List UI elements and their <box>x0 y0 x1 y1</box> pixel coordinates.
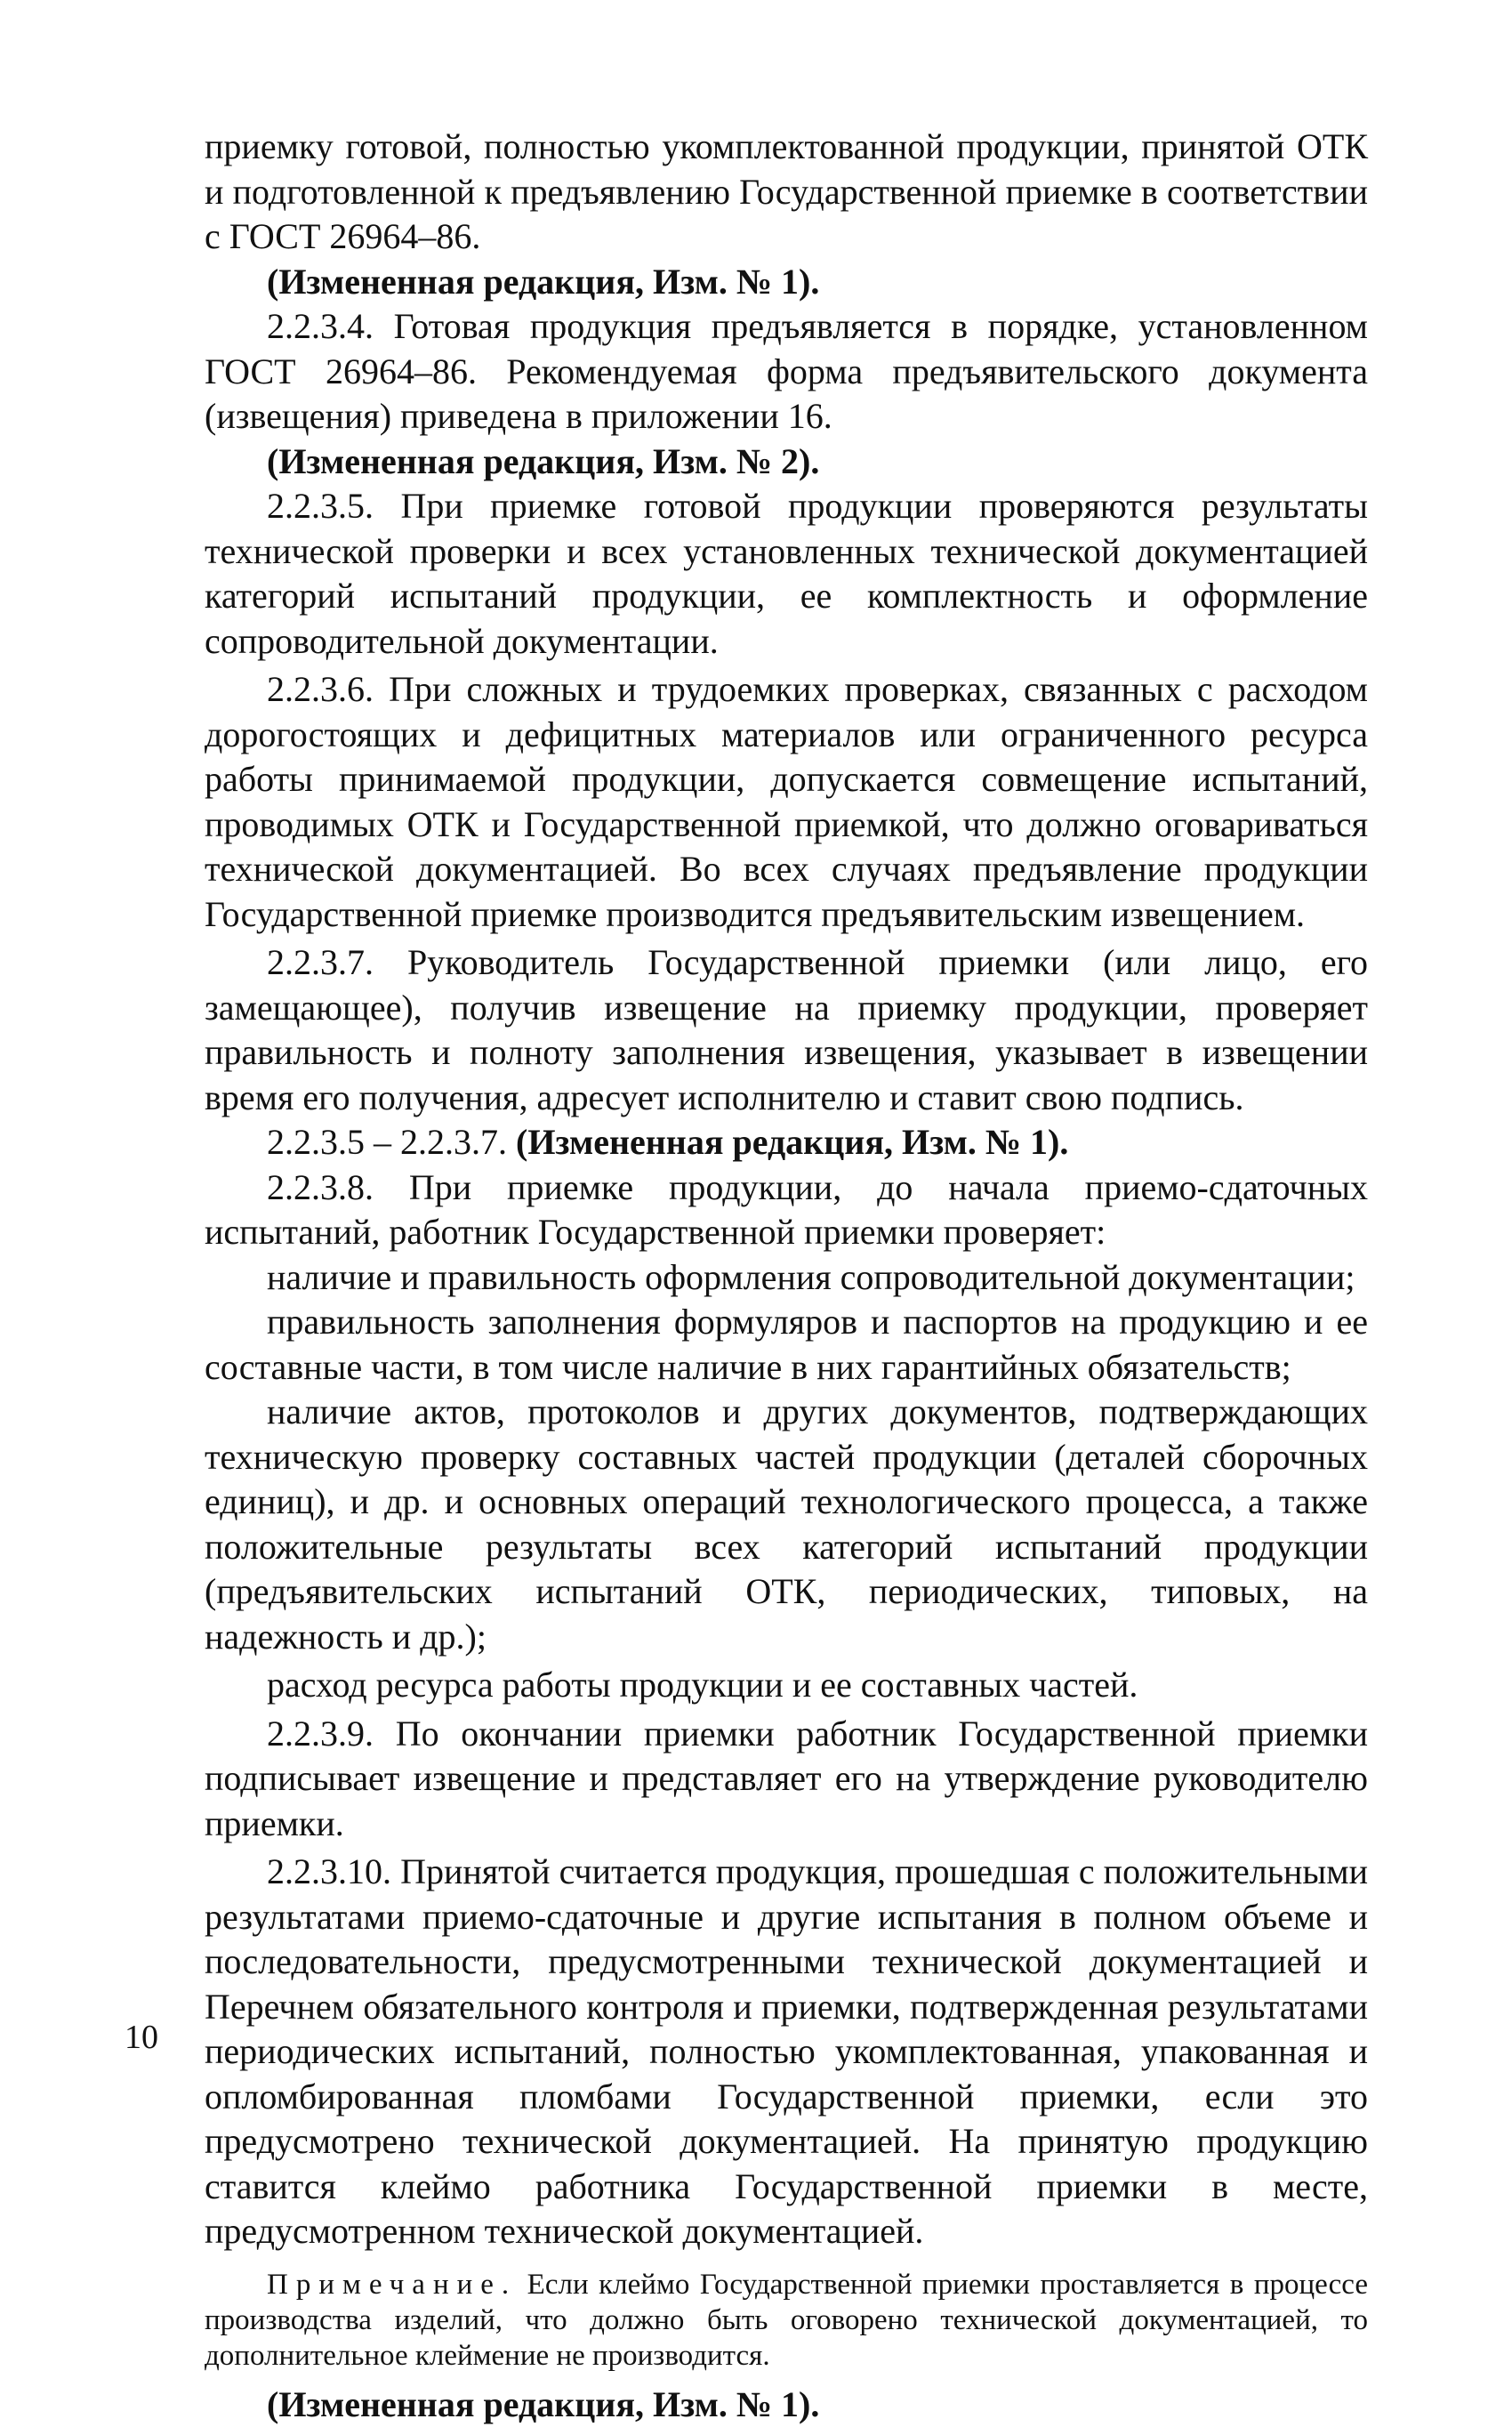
paragraph-2-2-3-8: 2.2.3.8. При приемке продукции, до начала приемо-сдаточных испытаний, работник Государственной приемки проверяет: <box>205 1165 1368 1255</box>
document-page <box>205 125 1368 2427</box>
amendment-note-2: (Измененная редакция, Изм. № 2). <box>205 439 1368 485</box>
paragraph-2-2-3-4: 2.2.3.4. Готовая продукция предъявляется в порядке, установленном ГОСТ 26964–86. Рекомендуемая форма предъявительского документа (извещения) приведена в приложении 16. <box>205 304 1368 439</box>
paragraph-intro: приемку готовой, полностью укомплектованной продукции, принятой ОТК и подготовленной к предъявлению Государственной приемке в соответствии с ГОСТ 26964–86. <box>205 125 1368 260</box>
paragraph-2-2-3-10: 2.2.3.10. Принятой считается продукция, прошедшая с положительными результатами приемо-сдаточные и другие испытания в полном объеме и последовательности, предусмотренными технической документацией и Перечнем обязательного контроля и приемки, подтвержденная результатами периодических испытаний, полностью укомплектованная, упакованная и опломбированная пломбами Государственной приемки, если это предусмотрено технической документацией. На принятую продукцию ставится клеймо работника Государственной приемки в месте, предусмотренном технической документацией. <box>205 1850 1368 2254</box>
amendment-line-3 <box>205 1120 1368 1165</box>
amendment-note-3: (Измененная редакция, Изм. № 1). <box>516 1122 1068 1162</box>
note-label: Примечание. <box>267 2269 517 2301</box>
paragraph-2-2-3-9: 2.2.3.9. По окончании приемки работник Государственной приемки подписывает извещение и представляет его на утверждение руководителю приемки. <box>205 1712 1368 1847</box>
paragraph-2-2-3-7: 2.2.3.7. Руководитель Государственной приемки (или лицо, его замещающее), получив извещение на приемку продукции, проверяет правильность и полноту заполнения извещения, указывает в извещении время его получения, адресует исполнителю и ставит свою подпись. <box>205 940 1368 1120</box>
check-item-3: наличие актов, протоколов и других документов, подтверждающих техническую проверку составных частей продукции (деталей сборочных единиц), и др. и основных операций технологического процесса, а также положительные результаты всех категорий испытаний продукции (предъявительских испытаний ОТК, периодических, типовых, на надежность и др.); <box>205 1390 1368 1659</box>
note-paragraph <box>205 2267 1368 2374</box>
check-item-1: наличие и правильность оформления сопроводительной документации; <box>205 1255 1368 1301</box>
check-item-2: правильность заполнения формуляров и паспортов на продукцию и ее составные части, в том числе наличие в них гарантийных обязательств; <box>205 1300 1368 1390</box>
amendment-note-1: (Измененная редакция, Изм. № 1). <box>205 260 1368 305</box>
page-number: 10 <box>125 2018 158 2057</box>
check-item-4: расход ресурса работы продукции и ее составных частей. <box>205 1663 1368 1708</box>
amendment-range: 2.2.3.5 – 2.2.3.7. <box>267 1122 516 1162</box>
note-text: Если клеймо Государственной приемки проставляется в процессе производства изделий, что должно быть оговорено технической документацией, то дополнительное клеймение не производится. <box>205 2269 1368 2372</box>
paragraph-2-2-3-5: 2.2.3.5. При приемке готовой продукции проверяются результаты технической проверки и всех установленных технической документацией категорий испытаний продукции, ее комплектность и оформление сопроводительной документации. <box>205 484 1368 664</box>
amendment-note-4: (Измененная редакция, Изм. № 1). <box>205 2383 1368 2427</box>
paragraph-2-2-3-6: 2.2.3.6. При сложных и трудоемких проверках, связанных с расходом дорогостоящих и дефицитных материалов или ограниченного ресурса работы принимаемой продукции, допускается совмещение испытаний, проводимых ОТК и Государственной приемкой, что должно оговариваться технической документацией. Во всех случаях предъявление продукции Государственной приемке производится предъявительским извещением. <box>205 667 1368 937</box>
